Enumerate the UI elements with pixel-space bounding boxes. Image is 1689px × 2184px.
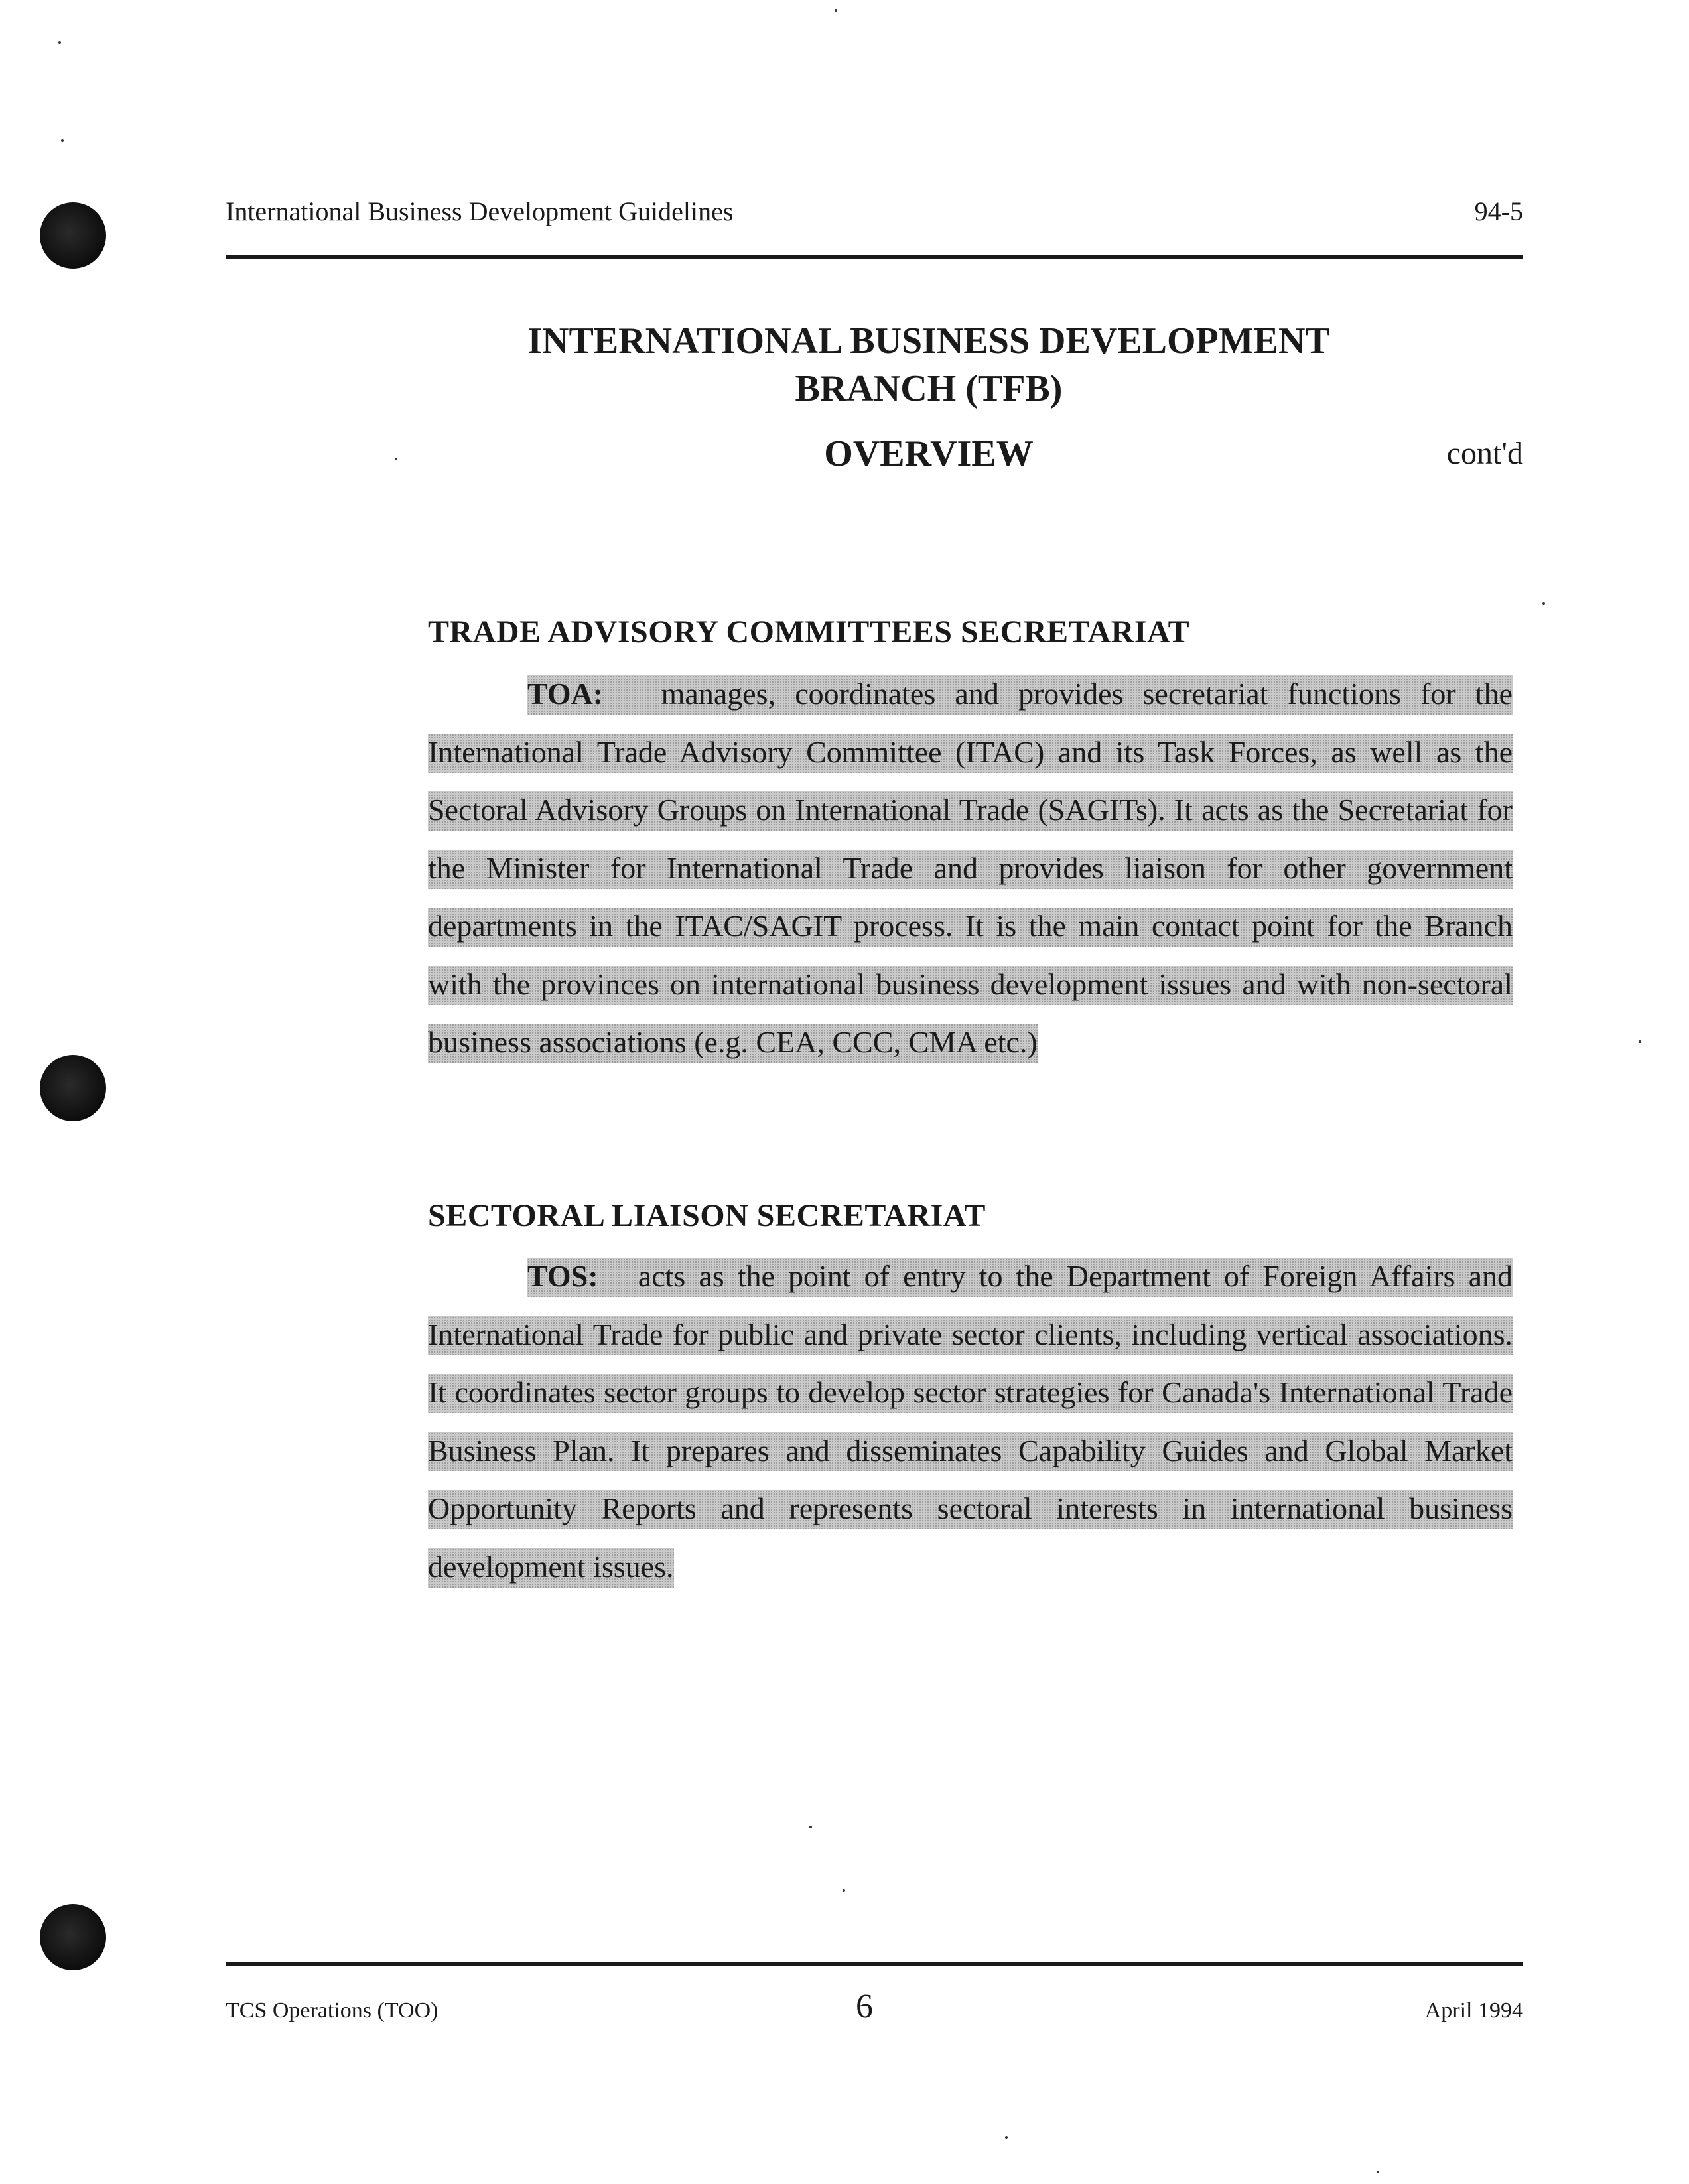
title-line-2: BRANCH (TFB) [795, 368, 1063, 409]
title-line-1: INTERNATIONAL BUSINESS DEVELOPMENT [527, 320, 1330, 362]
scan-speck [843, 1889, 845, 1892]
scan-speck [1639, 1040, 1641, 1043]
footer-rule [226, 1962, 1523, 1966]
scan-speck [1377, 2171, 1379, 2173]
continued-label: cont'd [1446, 436, 1523, 471]
footer-date: April 1994 [1424, 1998, 1523, 2023]
punch-hole [40, 1904, 106, 1970]
scan-speck [395, 458, 397, 460]
section-body-toa [428, 665, 1513, 1071]
running-title: International Business Development Guidelines [226, 196, 734, 226]
section-heading-toa: TRADE ADVISORY COMMITTEES SECRETARIAT [428, 614, 1190, 649]
title-overview: OVERVIEW [824, 433, 1034, 474]
page-number: 6 [856, 1988, 873, 2025]
running-header [226, 187, 1523, 227]
section-body-tos [428, 1247, 1513, 1596]
footer-division: TCS Operations (TOO) [226, 1998, 439, 2023]
page-code: 94-5 [1474, 196, 1523, 226]
scan-speck [809, 1826, 812, 1828]
office-code-tos: TOS: [527, 1259, 598, 1293]
scan-speck [61, 139, 64, 142]
punch-hole [40, 1055, 106, 1121]
office-code-toa: TOA: [527, 677, 604, 711]
section-heading-tos: SECTORAL LIAISON SECRETARIAT [428, 1198, 986, 1233]
scan-speck [1005, 2136, 1008, 2139]
scan-speck [835, 9, 837, 12]
section-text-tos: acts as the point of entry to the Department of Foreign Affairs and International Trade for public and private sector clients, including vertical associations. It coordinates sector groups to develop sector strategies for Canada's International Trade Business Plan. It prepares and disseminates Capability Guides and Global Market Opportunity Reports and represents sectoral interests in international business development issues. [428, 1259, 1513, 1584]
scan-speck [1542, 602, 1545, 605]
header-rule [226, 255, 1523, 259]
scan-speck [58, 41, 61, 44]
section-text-toa: manages, coordinates and provides secretariat functions for the International Trade Advisory Committee (ITAC) and its Task Forces, as well as the Sectoral Advisory Groups on International Trade (SAGITs). It acts as the Secretariat for the Minister for International Trade and provides liaison for other government departments in the ITAC/SAGIT process. It is the main contact point for the Branch with the provinces on international business development issues and with non-sectoral business associations (e.g. CEA, CCC, CMA etc.) [428, 677, 1513, 1059]
punch-hole [40, 202, 106, 269]
